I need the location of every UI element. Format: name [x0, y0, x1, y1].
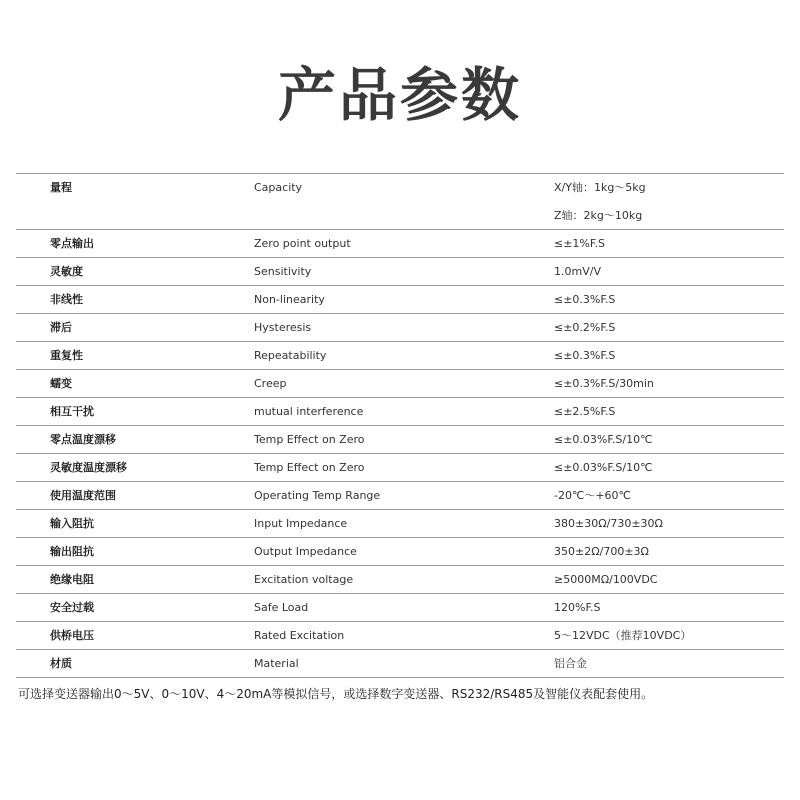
spec-value: 5～12VDC（推荐10VDC）	[554, 629, 692, 642]
table-row	[16, 370, 784, 398]
spec-value: ≤±0.3%F.S/30min	[554, 377, 654, 390]
spec-name-en: Rated Excitation	[254, 629, 345, 642]
table-row	[16, 454, 784, 482]
spec-name-en: Hysteresis	[254, 321, 312, 334]
table-row	[16, 398, 784, 426]
spec-name: 零点输出	[50, 237, 94, 250]
table-row	[16, 286, 784, 314]
spec-value: 1.0mV/V	[554, 265, 601, 278]
table-row	[16, 538, 784, 566]
spec-name-en: Sensitivity	[254, 265, 312, 278]
table-row	[16, 258, 784, 286]
spec-value: ≤±2.5%F.S	[554, 405, 616, 418]
spec-name-en: Input Impedance	[254, 517, 348, 530]
spec-table	[16, 173, 784, 678]
spec-name: 量程	[50, 181, 72, 194]
spec-value: ≤±0.03%F.S/10℃	[554, 433, 653, 446]
spec-name: 使用温度范围	[50, 489, 116, 502]
spec-name-en: Creep	[254, 377, 287, 390]
spec-name-en: Output Impedance	[254, 545, 357, 558]
spec-name-en: mutual interference	[254, 405, 364, 418]
spec-value: -20℃～+60℃	[554, 489, 631, 502]
spec-name: 非线性	[50, 293, 83, 306]
spec-name: 相互干扰	[50, 405, 94, 418]
spec-name: 输出阻抗	[50, 545, 94, 558]
spec-value: X/Y轴：1kg～5kg	[554, 181, 646, 194]
spec-name: 材质	[50, 657, 72, 670]
table-row	[16, 650, 784, 678]
page-title: 产品参数	[277, 61, 522, 129]
spec-value: 铝合金	[554, 657, 587, 670]
spec-name: 灵敏度温度漂移	[50, 461, 127, 474]
table-row	[16, 594, 784, 622]
spec-name: 重复性	[50, 349, 83, 362]
spec-name: 蠕变	[50, 377, 72, 390]
table-row	[16, 230, 784, 258]
spec-value: ≤±0.03%F.S/10℃	[554, 461, 653, 474]
spec-name: 输入阻抗	[50, 517, 94, 530]
spec-name: 供桥电压	[50, 629, 94, 642]
spec-value: ≤±1%F.S	[554, 237, 605, 250]
spec-value: ≤±0.2%F.S	[554, 321, 616, 334]
spec-name-en: Capacity	[254, 181, 303, 194]
table-row	[16, 174, 784, 230]
table-row	[16, 314, 784, 342]
spec-name-en: Material	[254, 657, 299, 670]
table-row	[16, 482, 784, 510]
table-row	[16, 342, 784, 370]
spec-value: 120%F.S	[554, 601, 601, 614]
spec-name-en: Safe Load	[254, 601, 309, 614]
footnote: 可选择变送器输出0～5V、0～10V、4～20mA等模拟信号，或选择数字变送器、RS232/RS485及智能仪表配套使用。	[18, 687, 654, 701]
spec-name-en: Excitation voltage	[254, 573, 354, 586]
spec-name: 零点温度漂移	[50, 433, 116, 446]
table-row	[16, 566, 784, 594]
table-row	[16, 426, 784, 454]
spec-name-en: Temp Effect on Zero	[254, 433, 365, 446]
spec-name: 灵敏度	[50, 265, 83, 278]
spec-name-en: Zero point output	[254, 237, 351, 250]
spec-value: ≤±0.3%F.S	[554, 293, 616, 306]
spec-value-secondary: Z轴：2kg～10kg	[554, 209, 643, 222]
spec-name: 安全过载	[50, 601, 94, 614]
spec-value: ≤±0.3%F.S	[554, 349, 616, 362]
table-row	[16, 622, 784, 650]
spec-value: 350±2Ω/700±3Ω	[554, 545, 649, 558]
spec-name: 滞后	[50, 321, 72, 334]
spec-name-en: Operating Temp Range	[254, 489, 381, 502]
spec-name-en: Temp Effect on Zero	[254, 461, 365, 474]
spec-name-en: Repeatability	[254, 349, 327, 362]
spec-name-en: Non-linearity	[254, 293, 325, 306]
table-row	[16, 510, 784, 538]
spec-value: ≥5000MΩ/100VDC	[554, 573, 658, 586]
spec-name: 绝缘电阻	[50, 573, 94, 586]
spec-value: 380±30Ω/730±30Ω	[554, 517, 663, 530]
